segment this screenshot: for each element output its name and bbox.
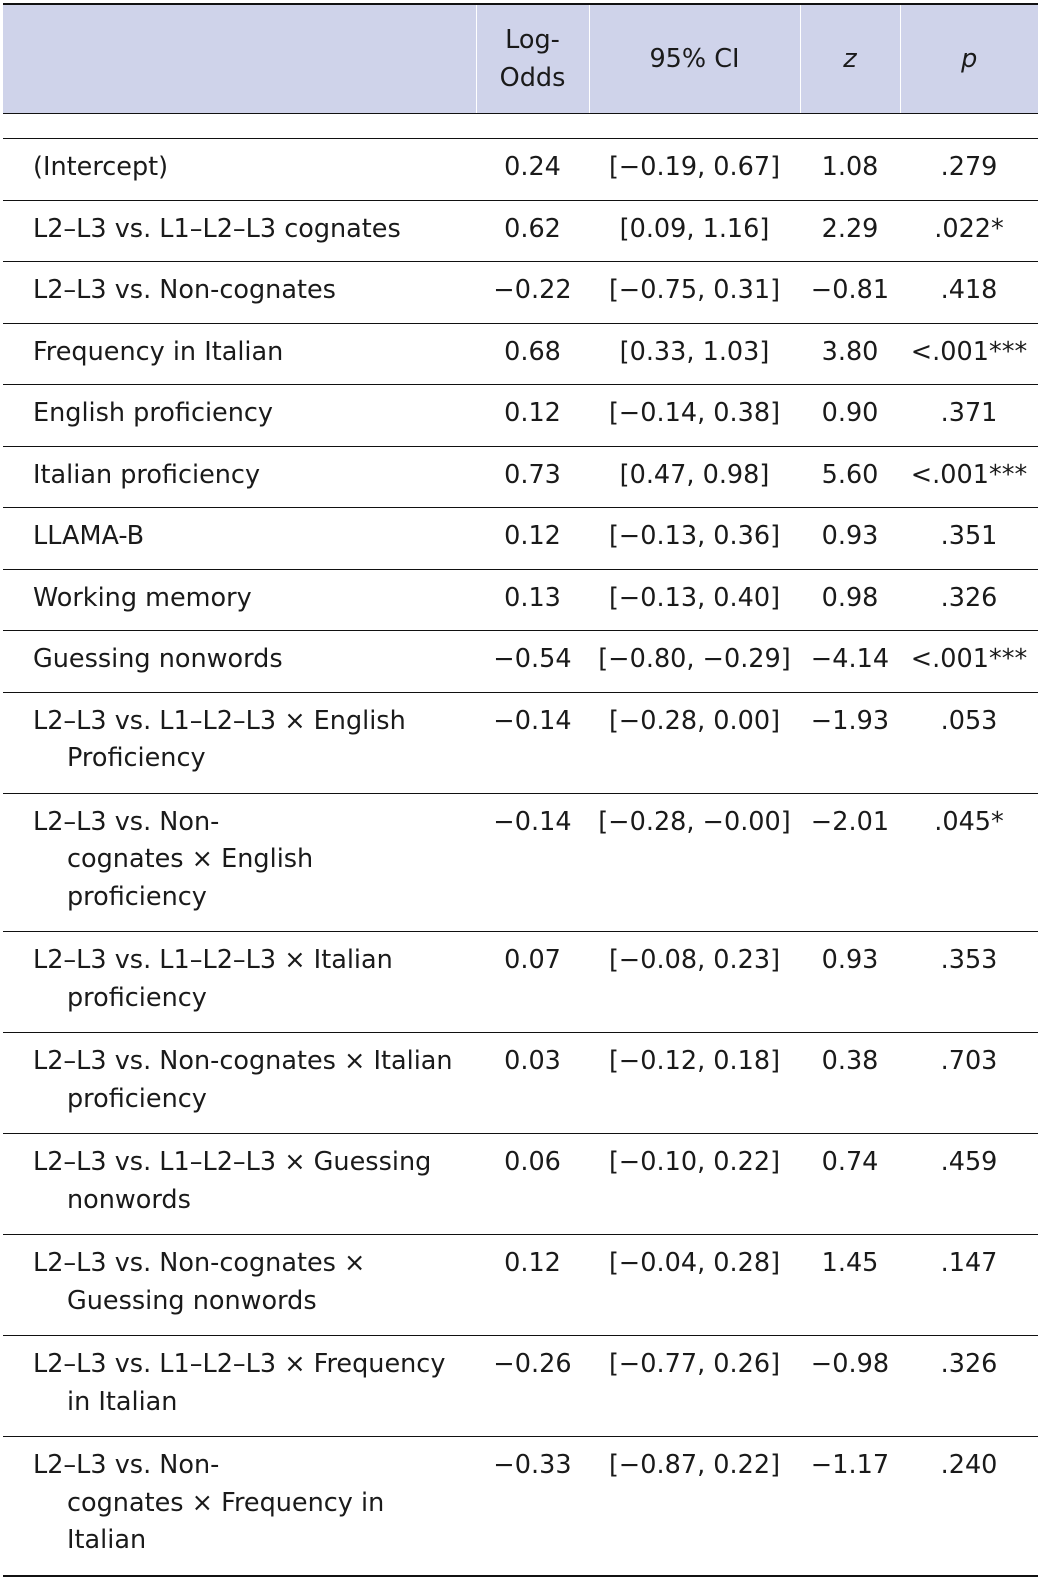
z-cell-value: 0.98 xyxy=(821,582,879,613)
p-cell xyxy=(900,569,1038,631)
table-row xyxy=(3,446,1038,508)
z-cell xyxy=(800,262,900,324)
log-odds-cell-value: −0.33 xyxy=(493,1450,572,1480)
ci-cell-value: [−0.08, 0.23] xyxy=(608,945,781,975)
table-row xyxy=(3,1437,1038,1576)
row-label-line: Guessing nonwords xyxy=(67,1285,317,1316)
log-odds-cell xyxy=(476,1437,589,1576)
z-cell xyxy=(800,446,900,508)
ci-cell xyxy=(589,932,800,1033)
p-cell-value: <.001*** xyxy=(910,336,1028,367)
log-odds-cell-value: 0.12 xyxy=(504,1248,561,1278)
p-cell-value: .279 xyxy=(940,152,998,182)
row-label xyxy=(3,323,476,385)
row-label xyxy=(3,569,476,631)
log-odds-cell xyxy=(476,569,589,631)
z-cell xyxy=(800,385,900,447)
log-odds-cell-value: −0.22 xyxy=(493,275,572,305)
log-odds-cell xyxy=(476,385,589,447)
ci-cell-value: [0.47, 0.98] xyxy=(619,459,770,490)
p-cell-value: <.001*** xyxy=(910,644,1028,674)
ci-cell-value: [−0.75, 0.31] xyxy=(608,275,781,305)
log-odds-cell xyxy=(476,692,589,793)
log-odds-cell xyxy=(476,631,589,693)
p-cell xyxy=(900,692,1038,793)
ci-cell xyxy=(589,139,800,201)
row-label-line: in Italian xyxy=(67,1386,178,1417)
ci-cell xyxy=(589,1437,800,1576)
table-row xyxy=(3,508,1038,570)
ci-cell xyxy=(589,508,800,570)
z-cell-value: −0.81 xyxy=(810,275,890,305)
ci-cell-value: [−0.14, 0.38] xyxy=(608,398,781,428)
row-label xyxy=(3,793,476,932)
log-odds-cell xyxy=(476,932,589,1033)
log-odds-cell xyxy=(476,446,589,508)
ci-cell-value: [−0.04, 0.28] xyxy=(608,1248,781,1278)
p-cell xyxy=(900,385,1038,447)
log-odds-cell-value: 0.03 xyxy=(504,1046,561,1076)
log-odds-cell-value: −0.14 xyxy=(493,806,572,837)
header-label xyxy=(3,4,476,114)
p-cell xyxy=(900,508,1038,570)
z-cell xyxy=(800,569,900,631)
p-cell-value: .351 xyxy=(940,521,998,551)
z-cell xyxy=(800,200,900,262)
header-z: z xyxy=(800,4,900,114)
z-cell xyxy=(800,1134,900,1235)
row-label-line: Working memory xyxy=(33,582,252,613)
table-row xyxy=(3,385,1038,447)
log-odds-cell xyxy=(476,1336,589,1437)
p-cell xyxy=(900,631,1038,693)
log-odds-cell-value: 0.62 xyxy=(504,213,561,244)
header-p: p xyxy=(900,4,1038,114)
row-label xyxy=(3,446,476,508)
z-cell-value: 0.38 xyxy=(821,1046,879,1076)
p-cell xyxy=(900,1235,1038,1336)
z-cell xyxy=(800,1235,900,1336)
ci-cell-value: [−0.13, 0.36] xyxy=(608,521,781,551)
ci-cell xyxy=(589,446,800,508)
ci-cell xyxy=(589,1336,800,1437)
row-label-line: L2–L3 vs. L1–L2–L3 × Frequency xyxy=(33,1349,446,1379)
z-cell-value: 1.45 xyxy=(821,1248,879,1278)
z-cell xyxy=(800,793,900,932)
p-cell-value: <.001*** xyxy=(910,459,1028,490)
row-label-line: Proficiency xyxy=(67,743,206,773)
table-row xyxy=(3,569,1038,631)
z-cell-value: −1.93 xyxy=(810,705,890,736)
z-cell xyxy=(800,1336,900,1437)
ci-cell-value: [−0.28, −0.00] xyxy=(598,806,791,837)
ci-cell-value: [−0.87, 0.22] xyxy=(608,1450,781,1480)
z-cell xyxy=(800,631,900,693)
regression-table-container xyxy=(3,3,1038,1577)
p-cell-value: .353 xyxy=(940,945,998,975)
ci-cell xyxy=(589,385,800,447)
row-label-line: Italian proficiency xyxy=(33,459,261,490)
ci-cell-value: [−0.12, 0.18] xyxy=(608,1046,781,1076)
p-cell xyxy=(900,139,1038,201)
row-label xyxy=(3,1134,476,1235)
log-odds-cell-value: 0.07 xyxy=(504,945,561,975)
z-cell-value: 2.29 xyxy=(821,213,879,244)
table-row xyxy=(3,1336,1038,1437)
log-odds-cell-value: 0.13 xyxy=(504,582,561,613)
row-label-line: proficiency xyxy=(67,1083,207,1114)
ci-cell xyxy=(589,262,800,324)
table-row xyxy=(3,323,1038,385)
p-cell-value: .240 xyxy=(940,1450,998,1480)
z-cell-value: −1.17 xyxy=(810,1450,890,1480)
z-cell-value: −2.01 xyxy=(810,806,890,837)
row-label-line: Frequency in Italian xyxy=(33,336,284,367)
z-cell xyxy=(800,1033,900,1134)
log-odds-cell-value: −0.26 xyxy=(493,1349,572,1379)
z-cell-value: −0.98 xyxy=(810,1349,890,1379)
p-cell xyxy=(900,262,1038,324)
row-label-line: L2–L3 vs. Non-cognates × xyxy=(33,1248,366,1278)
table-row xyxy=(3,1134,1038,1235)
z-cell-value: 5.60 xyxy=(821,459,879,490)
log-odds-cell-value: 0.73 xyxy=(504,459,561,490)
table-row xyxy=(3,139,1038,201)
p-cell-value: .418 xyxy=(940,275,998,305)
ci-cell-value: [−0.10, 0.22] xyxy=(608,1147,781,1177)
table-row xyxy=(3,1033,1038,1134)
row-label-line: L2–L3 vs. L1–L2–L3 × Italian xyxy=(33,945,393,975)
ci-cell xyxy=(589,631,800,693)
header-log-odds xyxy=(476,4,589,114)
ci-cell xyxy=(589,1134,800,1235)
header-log-odds-line1: Log- xyxy=(505,25,560,55)
z-cell xyxy=(800,323,900,385)
z-cell-value: 3.80 xyxy=(821,336,879,367)
row-label xyxy=(3,262,476,324)
z-cell-value: −4.14 xyxy=(810,644,890,674)
table-row xyxy=(3,932,1038,1033)
ci-cell xyxy=(589,692,800,793)
row-label xyxy=(3,1336,476,1437)
ci-cell-value: [−0.28, 0.00] xyxy=(608,705,781,736)
ci-cell-value: [0.09, 1.16] xyxy=(619,213,770,244)
log-odds-cell xyxy=(476,200,589,262)
log-odds-cell xyxy=(476,262,589,324)
z-cell-value: 0.74 xyxy=(821,1147,879,1177)
row-label xyxy=(3,1033,476,1134)
row-label xyxy=(3,200,476,262)
p-cell xyxy=(900,1336,1038,1437)
table-row xyxy=(3,692,1038,793)
row-label-line: English proficiency xyxy=(33,398,274,428)
ci-cell xyxy=(589,1235,800,1336)
log-odds-cell xyxy=(476,1235,589,1336)
p-cell-value: .326 xyxy=(940,582,998,613)
ci-cell-value: [−0.13, 0.40] xyxy=(608,582,781,613)
row-label xyxy=(3,385,476,447)
table-row xyxy=(3,631,1038,693)
regression-results-table xyxy=(3,3,1038,1577)
ci-cell xyxy=(589,323,800,385)
row-label-line: cognates × English xyxy=(67,844,314,874)
ci-cell xyxy=(589,1033,800,1134)
log-odds-cell-value: −0.14 xyxy=(493,705,572,736)
table-row xyxy=(3,793,1038,932)
row-label-line: proficiency xyxy=(67,982,207,1013)
p-cell-value: .459 xyxy=(940,1147,998,1177)
row-label-line: L2–L3 vs. L1–L2–L3 × English xyxy=(33,705,406,736)
p-cell xyxy=(900,1437,1038,1576)
row-label-line: L2–L3 vs. L1–L2–L3 cognates xyxy=(33,213,401,244)
z-cell xyxy=(800,932,900,1033)
row-label-line: L2–L3 vs. Non- xyxy=(33,806,220,837)
log-odds-cell-value: 0.68 xyxy=(504,336,561,367)
row-label-line: proficiency xyxy=(67,881,207,912)
z-cell xyxy=(800,692,900,793)
header-log-odds-line2: Odds xyxy=(499,63,566,93)
p-cell-value: .326 xyxy=(940,1349,998,1379)
log-odds-cell-value: 0.12 xyxy=(504,398,561,428)
z-cell xyxy=(800,1437,900,1576)
p-cell-value: .371 xyxy=(940,398,998,428)
row-label xyxy=(3,932,476,1033)
z-cell xyxy=(800,139,900,201)
row-label xyxy=(3,1235,476,1336)
row-label xyxy=(3,1437,476,1576)
p-cell xyxy=(900,323,1038,385)
p-cell xyxy=(900,446,1038,508)
p-cell-value: .022* xyxy=(934,213,1004,244)
ci-cell-value: [−0.19, 0.67] xyxy=(608,152,781,182)
p-cell xyxy=(900,1134,1038,1235)
log-odds-cell-value: 0.24 xyxy=(504,152,561,182)
z-cell-value: 1.08 xyxy=(821,152,879,182)
p-cell-value: .147 xyxy=(940,1248,998,1278)
log-odds-cell xyxy=(476,508,589,570)
z-cell-value: 0.90 xyxy=(821,398,879,428)
row-label-line: LLAMA-B xyxy=(33,521,145,551)
ci-cell-value: [0.33, 1.03] xyxy=(619,336,770,367)
p-cell xyxy=(900,200,1038,262)
p-cell xyxy=(900,1033,1038,1134)
p-cell xyxy=(900,932,1038,1033)
row-label xyxy=(3,692,476,793)
log-odds-cell xyxy=(476,139,589,201)
log-odds-cell xyxy=(476,1134,589,1235)
header-ci: 95% CI xyxy=(589,4,800,114)
row-label-line: Guessing nonwords xyxy=(33,644,283,674)
log-odds-cell-value: −0.54 xyxy=(493,644,572,674)
table-row xyxy=(3,200,1038,262)
row-label xyxy=(3,631,476,693)
ci-cell xyxy=(589,569,800,631)
z-cell xyxy=(800,508,900,570)
z-cell-value: 0.93 xyxy=(821,945,879,975)
log-odds-cell xyxy=(476,323,589,385)
row-label xyxy=(3,508,476,570)
table-header xyxy=(3,4,1038,114)
row-label-line: (Intercept) xyxy=(33,152,169,182)
ci-cell-value: [−0.80, −0.29] xyxy=(598,644,791,674)
row-label-line: L2–L3 vs. Non-cognates xyxy=(33,275,336,305)
log-odds-cell-value: 0.06 xyxy=(504,1147,561,1177)
p-cell-value: .053 xyxy=(940,705,998,736)
log-odds-cell-value: 0.12 xyxy=(504,521,561,551)
header-spacer xyxy=(3,114,1038,139)
ci-cell-value: [−0.77, 0.26] xyxy=(608,1349,781,1379)
row-label xyxy=(3,139,476,201)
table-body xyxy=(3,139,1038,1576)
p-cell xyxy=(900,793,1038,932)
z-cell-value: 0.93 xyxy=(821,521,879,551)
row-label-line: L2–L3 vs. Non- xyxy=(33,1450,220,1480)
row-label-line: cognates × Frequency in Italian xyxy=(67,1487,385,1555)
ci-cell xyxy=(589,200,800,262)
row-label-line: L2–L3 vs. L1–L2–L3 × Guessing xyxy=(33,1147,432,1177)
row-label-line: L2–L3 vs. Non-cognates × Italian xyxy=(33,1046,453,1076)
log-odds-cell xyxy=(476,1033,589,1134)
p-cell-value: .703 xyxy=(940,1046,998,1076)
ci-cell xyxy=(589,793,800,932)
header-row xyxy=(3,4,1038,114)
table-row xyxy=(3,262,1038,324)
log-odds-cell xyxy=(476,793,589,932)
table-row xyxy=(3,1235,1038,1336)
row-label-line: nonwords xyxy=(67,1184,191,1215)
p-cell-value: .045* xyxy=(934,806,1004,837)
